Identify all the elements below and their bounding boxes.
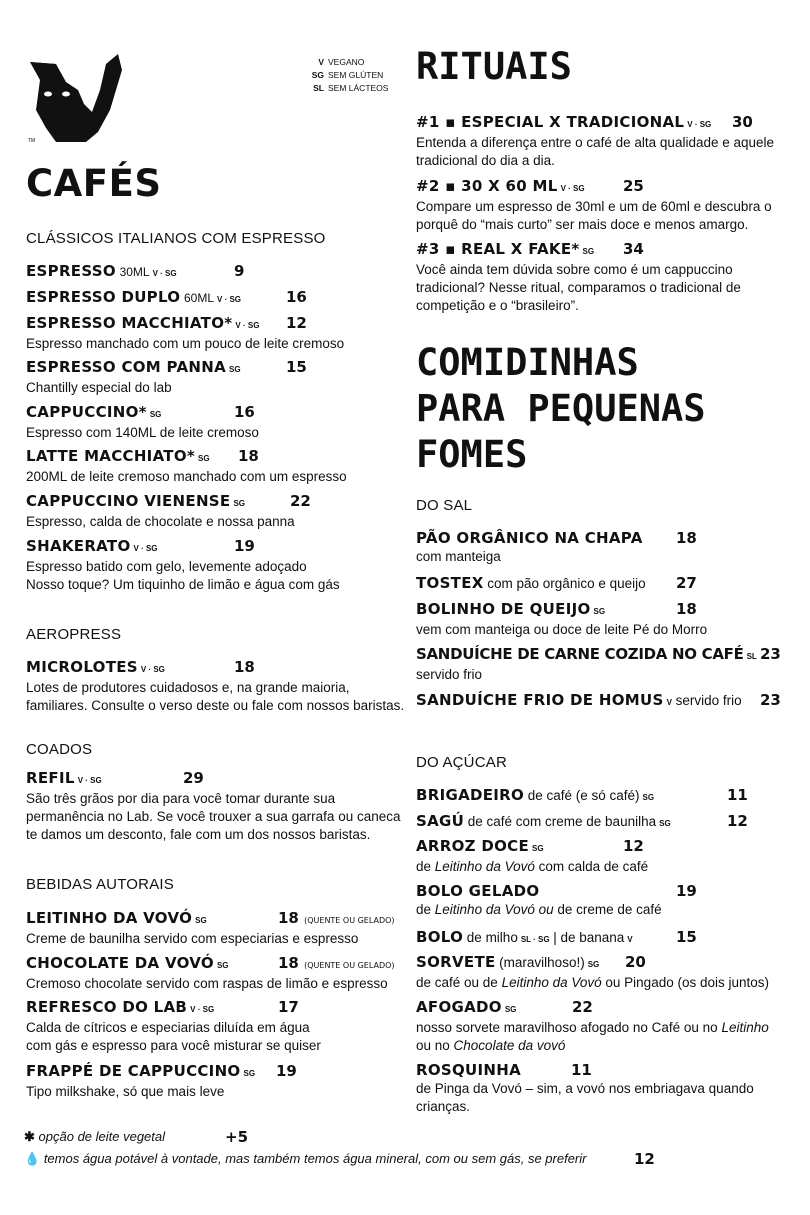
price: +5	[225, 1128, 249, 1146]
price: 11	[571, 1061, 592, 1079]
menu-item-chocolate-vovo: CHOCOLATE DA VOVÓ SG Cremoso chocolate servido com raspas de limão e espresso	[26, 954, 388, 991]
price: 18	[234, 658, 255, 676]
price: 17	[278, 998, 299, 1016]
menu-item-leitinho-vovo: LEITINHO DA VOVÓ SG Creme de baunilha servido com especiarias e espresso	[26, 909, 359, 946]
price: 18 (QUENTE OU GELADO)	[278, 909, 395, 927]
price: 27	[676, 574, 697, 592]
classicos-title: CLÁSSICOS ITALIANOS COM ESPRESSO	[26, 230, 326, 247]
price: 18 (QUENTE OU GELADO)	[278, 954, 395, 972]
ritual-1: #1 ▪ ESPECIAL X TRADICIONAL V · SG Entenda a diferença entre o café de alta qualidade e aquele tradicional do dia a dia.	[416, 113, 775, 168]
food-bolo-gelado: BOLO GELADO de Leitinho da Vovó ou de creme de café	[416, 882, 662, 917]
price: 30	[732, 113, 753, 131]
menu-item-espresso-macchiato: ESPRESSO MACCHIATO* V · SG Espresso manchado com um pouco de leite cremoso	[26, 314, 345, 351]
price: 23	[760, 645, 781, 663]
price: 12	[727, 812, 748, 830]
food-sorvete: SORVETE (maravilhoso!) SG de café ou de Leitinho da Vovó ou Pingado (os dois juntos)	[416, 953, 770, 990]
acucar-title: DO AÇÚCAR	[416, 754, 507, 771]
price: 18	[676, 529, 697, 547]
price: 16	[234, 403, 255, 421]
footnote-vegetal-milk: ✱ opção de leite vegetal	[24, 1129, 166, 1144]
food-bolinho-queijo: BOLINHO DE QUEIJO SG vem com manteiga ou doce de leite Pé do Morro	[416, 600, 708, 637]
price: 12	[623, 837, 644, 855]
menu-item-espresso-duplo: ESPRESSO DUPLO 60ML V · SG	[26, 288, 242, 306]
svg-text:TM: TM	[28, 138, 36, 144]
price: 34	[623, 240, 644, 258]
price: 18	[676, 600, 697, 618]
price: 12	[634, 1150, 655, 1168]
price: 12	[286, 314, 307, 332]
menu-item-cappuccino: CAPPUCCINO* SG Espresso com 140ML de leite cremoso	[26, 403, 259, 440]
price: 19	[276, 1062, 297, 1080]
price: 22	[572, 998, 593, 1016]
coados-title: COADOS	[26, 741, 93, 758]
price: 18	[238, 447, 259, 465]
food-brigadeiro: BRIGADEIRO de café (e só café) SG	[416, 786, 655, 804]
food-pao-organico: PÃO ORGÂNICO NA CHAPA com manteiga	[416, 529, 643, 564]
price: 15	[286, 358, 307, 376]
food-sanduiche-carne: SANDUÍCHE DE CARNE COZIDA NO CAFÉ SL servido frio	[416, 645, 757, 682]
footnote-water: 💧 temos água potável à vontade, mas também temos água mineral, com ou sem gás, se preferir	[24, 1151, 587, 1166]
food-bolo: BOLO de milho SL · SG | de banana V	[416, 928, 633, 946]
food-afogado: AFOGADO SG nosso sorvete maravilhoso afogado no Café ou no Leitinho ou no Chocolate da vovó	[416, 998, 769, 1053]
fox-logo	[26, 50, 126, 145]
autorais-title: BEBIDAS AUTORAIS	[26, 876, 174, 893]
price: 19	[676, 882, 697, 900]
menu-item-shakerato: SHAKERATO V · SG Espresso batido com gelo, levemente adoçado Nosso toque? Um tiquinho de limão e água com gás	[26, 537, 340, 592]
menu-item-refil: REFIL V · SG São três grãos por dia para você tomar durante sua permanência no Lab. Se você trouxer a sua garrafa ou caneca te damos um desconto, fale com um dos nossos baristas.	[26, 769, 401, 842]
ritual-3: #3 ▪ REAL X FAKE* SG Você ainda tem dúvida sobre como é um cappuccino tradicional? Nesse ritual, comparamos o tradicional de competição e o “brasileiro”.	[416, 240, 741, 313]
diet-legend: V VEGANO SG SEM GLÚTEN SL SEM LÁCTEOS	[311, 57, 389, 93]
price: 22	[290, 492, 311, 510]
price: 29	[183, 769, 204, 787]
price: 9	[234, 262, 245, 280]
price: 16	[286, 288, 307, 306]
price: 25	[623, 177, 644, 195]
asterisk-icon: ✱	[24, 1129, 35, 1144]
food-sagu: SAGÚ de café com creme de baunilha SG	[416, 812, 671, 830]
menu-item-refresco-lab: REFRESCO DO LAB V · SG Calda de cítricos e especiarias diluída em água com gás e espresso para você misturar se quiser	[26, 998, 321, 1053]
menu-item-latte-macchiato: LATTE MACCHIATO* SG 200ML de leite cremoso manchado com um espresso	[26, 447, 347, 484]
price: 11	[727, 786, 748, 804]
rituais-title: RITUAIS	[416, 45, 572, 88]
cafes-title: CAFÉS	[26, 162, 162, 205]
price: 20	[625, 953, 646, 971]
menu-item-cappuccino-vienense: CAPPUCCINO VIENENSE SG Espresso, calda de chocolate e nossa panna	[26, 492, 295, 529]
food-sanduiche-homus: SANDUÍCHE FRIO DE HOMUS V servido frio	[416, 691, 742, 709]
price: 15	[676, 928, 697, 946]
food-arroz-doce: ARROZ DOCE SG de Leitinho da Vovó com calda de café	[416, 837, 649, 874]
menu-item-espresso: ESPRESSO 30ML V · SG	[26, 262, 177, 280]
menu-item-frappe: FRAPPÉ DE CAPPUCCINO SG Tipo milkshake, só que mais leve	[26, 1062, 256, 1099]
water-drop-icon: 💧	[24, 1151, 41, 1166]
menu-item-espresso-panna: ESPRESSO COM PANNA SG Chantilly especial do lab	[26, 358, 241, 395]
price: 23	[760, 691, 781, 709]
ritual-2: #2 ▪ 30 X 60 ML V · SG Compare um espresso de 30ml e um de 60ml e descubra o porquê do “mais curto” ser mais doce e menos amargo.	[416, 177, 772, 232]
food-rosquinha: ROSQUINHA de Pinga da Vovó – sim, a vovó nos embriagava quando crianças.	[416, 1061, 754, 1114]
menu-item-microlotes: MICROLOTES V · SG Lotes de produtores cuidadosos e, na grande maioria, familiares. Consulte o verso deste ou fale com nossos baristas.	[26, 658, 405, 713]
sal-title: DO SAL	[416, 497, 473, 514]
comidinhas-title: COMIDINHAS PARA PEQUENAS FOMES	[416, 341, 706, 476]
aeropress-title: AEROPRESS	[26, 626, 122, 643]
food-tostex: TOSTEX com pão orgânico e queijo	[416, 574, 646, 592]
price: 19	[234, 537, 255, 555]
